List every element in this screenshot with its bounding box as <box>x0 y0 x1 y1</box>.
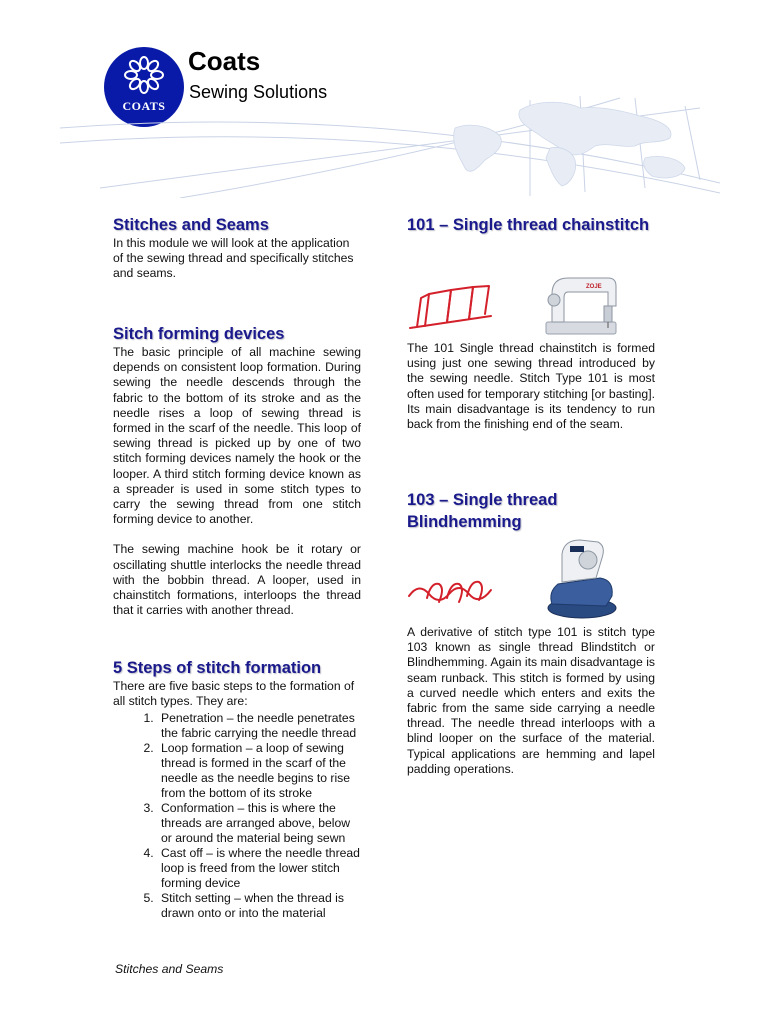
list-item: 2. Loop formation – a loop of sewing thread is formed in the scarf of the needle as the needle begins to rise from the bottom of its stroke <box>157 741 361 801</box>
section-stitch-forming-devices <box>113 323 361 618</box>
section-body: The 101 Single thread chainstitch is formed using just one sewing thread introduced by the sewing needle. Stitch Type 101 is most often used for temporary stitching [or basting]. Its main disadvantage is its tendency to run back from the finishing end of the seam. <box>407 341 655 432</box>
section-101-chainstitch <box>407 214 655 236</box>
list-item: 4. Cast off – is where the needle thread loop is freed from the lower stitch forming device <box>157 846 361 891</box>
stitch-103-diagram <box>405 572 497 608</box>
list-item: 5. Stitch setting – when the thread is drawn onto or into the material <box>157 891 361 921</box>
logo-wordmark: COATS <box>122 99 166 113</box>
section-title: 103 – Single thread Blindhemming <box>407 491 558 531</box>
section-5-steps <box>113 657 361 921</box>
section-body-paragraph-2: The sewing machine hook be it rotary or oscillating shuttle interlocks the needle thread with the bobbin thread. A looper, used in chainstitch formations, interloops the thread that it carries with another thread. <box>113 542 361 618</box>
brand-tagline: Sewing Solutions <box>189 82 328 102</box>
list-item: 1. Penetration – the needle penetrates the fabric carrying the needle thread <box>157 711 361 741</box>
blindstitch-machine-image <box>540 532 622 622</box>
chainstitch-machine-image <box>538 270 620 338</box>
section-stitches-and-seams <box>113 214 361 282</box>
section-intro: There are five basic steps to the formation of all stitch types. They are: <box>113 679 355 709</box>
steps-list <box>113 711 361 921</box>
machine-brand-label: ZOJE <box>586 284 602 290</box>
section-title: Stitches and Seams <box>113 216 269 234</box>
stitch-101-diagram <box>405 284 497 334</box>
page-footer: Stitches and Seams <box>115 962 224 976</box>
list-item: 3. Conformation – this is where the threads are arranged above, below or around the material being sewn <box>157 801 361 846</box>
world-map-graphic <box>60 88 720 198</box>
section-title: Sitch forming devices <box>113 325 285 343</box>
section-103-blindhemming <box>407 489 655 533</box>
section-title: 5 Steps of stitch formation <box>113 659 322 677</box>
section-body: A derivative of stitch type 101 is stitch type 103 known as single thread Blindstitch or Blindhemming. Again its main disadvantage is seam runback. This stitch is formed by using a curved needle which enters and exits the fabric from the same side carrying a needle thread. The needle thread interloops with a blind looper on the surface of the material. Typical applications are hemming and lapel padding operations. <box>407 625 655 776</box>
section-body-paragraph-1: The basic principle of all machine sewing depends on consistent loop formation. During sewing the needle descends through the fabric to the bottom of its stroke and as the needle rises a loop of sewing thread is formed in the scarf of the needle. This loop of sewing thread is picked up by one of two stitch forming devices namely the hook or the looper. A third stitch forming device known as a spreader is used in some stitch types to carry the sewing thread from one stitch forming device to another. <box>113 345 361 527</box>
brand-name: Coats <box>188 46 261 76</box>
section-title: 101 – Single thread chainstitch <box>407 216 650 234</box>
section-body: In this module we will look at the application of the sewing thread and specifically stitches and seams. <box>113 236 354 281</box>
section-103-body <box>407 625 655 777</box>
section-101-body <box>407 341 655 432</box>
